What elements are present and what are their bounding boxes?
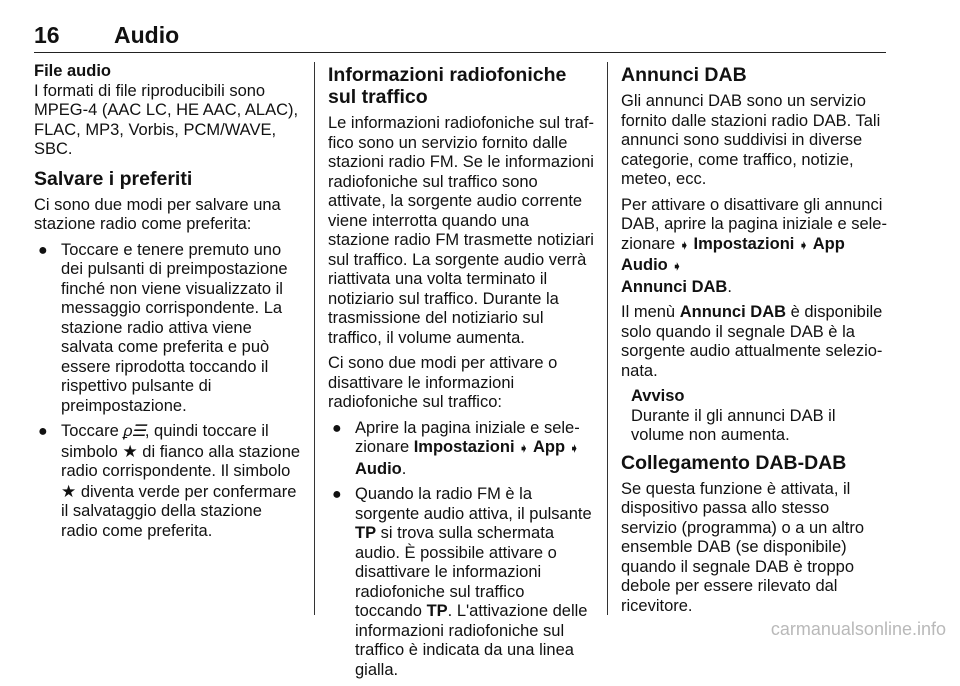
bullet-icon: ● (332, 419, 342, 437)
file-audio-heading: File audio (34, 62, 112, 80)
list-item-text: diventa verde per confermare il salvataggio della stazione radio come preferita. (61, 482, 297, 540)
star-icon: ★ (122, 441, 138, 461)
arrow-icon: ➧ (798, 239, 809, 252)
menu-path-item: App (532, 438, 566, 456)
dab-heading: Annunci DAB (621, 64, 747, 86)
list-item (34, 241, 302, 417)
favorites-intro: Ci sono due modi per salvare una stazione radio come preferita: (34, 195, 281, 233)
dab-paragraph (621, 196, 889, 298)
section-title: Audio (114, 22, 180, 48)
page-number: 16 (34, 22, 60, 48)
bullet-icon: ● (38, 423, 48, 440)
column-1 (34, 62, 302, 547)
page-header (34, 22, 886, 53)
column-divider (607, 62, 608, 615)
bullet-icon: ● (38, 241, 48, 259)
list-item-text: Quando la radio FM è la sorgente audio attiva, il pulsante (355, 485, 592, 523)
list-item (34, 422, 302, 541)
punctuation: . (401, 459, 407, 478)
list-item-text: Aprire la pagina iniziale e selezionare (355, 418, 580, 456)
favorites-list (34, 241, 302, 542)
arrow-icon: ➧ (672, 261, 682, 273)
traffic-heading: Informazioni radiofoniche sul traffico (328, 64, 567, 108)
menu-path-item: Annunci DAB (679, 303, 787, 321)
dab-paragraph (621, 303, 889, 381)
watermark: carmanualsonline.info (770, 619, 946, 639)
menu-path-item: App Audio (621, 234, 845, 274)
list-item-text: si trova sulla schermata audio. È possibile attivare o disattivare le informazioni radiofoniche sul traffico toccando (355, 524, 557, 620)
traffic-list (328, 419, 594, 681)
traffic-paragraph: Le informazioni radiofoniche sul traffico sono un servizio fornito dalle stazioni radio FM. Se le informazioni radiofoniche sul traffico sono attivate, la sorgente audio corrente viene interrotta quando una stazione radio FM trasmette notiziari sul traffico. La sorgente audio verrà riattivata una volta terminato il notiziario sul traffico. Durante la trasmissione del notiziario sul traffico, il volume aumenta. (328, 114, 594, 347)
list-item-text: Toccare (61, 422, 124, 440)
text: Per attivare o disattivare gli annunci DAB, aprire la pagina iniziale e selezionare (621, 195, 887, 253)
list-item (328, 485, 594, 680)
text: è disponibile solo quando il segnale DAB è la sorgente audio attualmente selezionata. (621, 303, 883, 380)
tp-label: TP (426, 602, 448, 620)
list-item-text: di fianco alla stazione radio corrispondente. Il simbolo (61, 442, 301, 480)
menu-path-item: Audio (355, 459, 402, 478)
note-box (631, 387, 889, 446)
menu-path-item: Annunci DAB (621, 277, 728, 296)
column-2 (328, 62, 594, 686)
arrow-icon: ➧ (679, 239, 689, 252)
list-item-text: Toccare e tenere premuto uno dei pulsanti di preimpostazione finché non viene visualizzato il messaggio corrispondente. La stazione radio attiva viene salvata come preferita e può essere riprodotta toccando il rispettivo pulsante di preimpostazione. (61, 240, 288, 415)
dab-link-paragraph: Se questa funzione è attivata, il dispositivo passa allo stesso servizio (programma) o a un altro ensemble DAB (se disponibile) quando il segnale DAB è troppo debole per essere rilevato dal ricevitore. (621, 479, 865, 615)
arrow-icon: ➧ (519, 443, 529, 455)
column-divider (314, 62, 315, 615)
traffic-paragraph: Ci sono due modi per attivare o disattivare le informazioni radiofoniche sul traffico: (328, 354, 558, 411)
list-item-text: , quindi toccare il simbolo (61, 422, 269, 461)
star-icon: ★ (61, 481, 77, 501)
arrow-icon: ➧ (569, 443, 579, 455)
note-label: Avviso (631, 387, 685, 405)
dab-link-heading: Collegamento DAB-DAB (621, 451, 847, 474)
dab-paragraph: Gli annunci DAB sono un servizio fornito dalle stazioni radio DAB. Tali annunci sono suddivisi in diverse categorie, come traffico, notizie, meteo, ecc. (621, 92, 881, 188)
punctuation: . (727, 277, 732, 296)
text: Il menù (621, 303, 680, 321)
file-audio-text: I formati di file riproducibili sono MPEG-4 (AAC LC, HE AAC, ALAC), FLAC, MP3, Vorbis, PCM/WAVE, SBC. (34, 81, 299, 158)
favorites-heading: Salvare i preferiti (34, 167, 193, 190)
search-icon: ϼ☰ (123, 423, 145, 440)
list-item-text: . L'attivazione delle informazioni radiofoniche sul traffico è indicata da una linea gialla. (355, 602, 588, 679)
tp-label: TP (355, 524, 377, 542)
column-3 (621, 62, 889, 622)
menu-path-item: Impostazioni (413, 438, 515, 456)
bullet-icon: ● (332, 486, 342, 503)
list-item (328, 419, 594, 480)
menu-path-item: Impostazioni (693, 234, 795, 253)
note-text: Durante il gli annunci DAB il volume non aumenta. (631, 406, 836, 444)
